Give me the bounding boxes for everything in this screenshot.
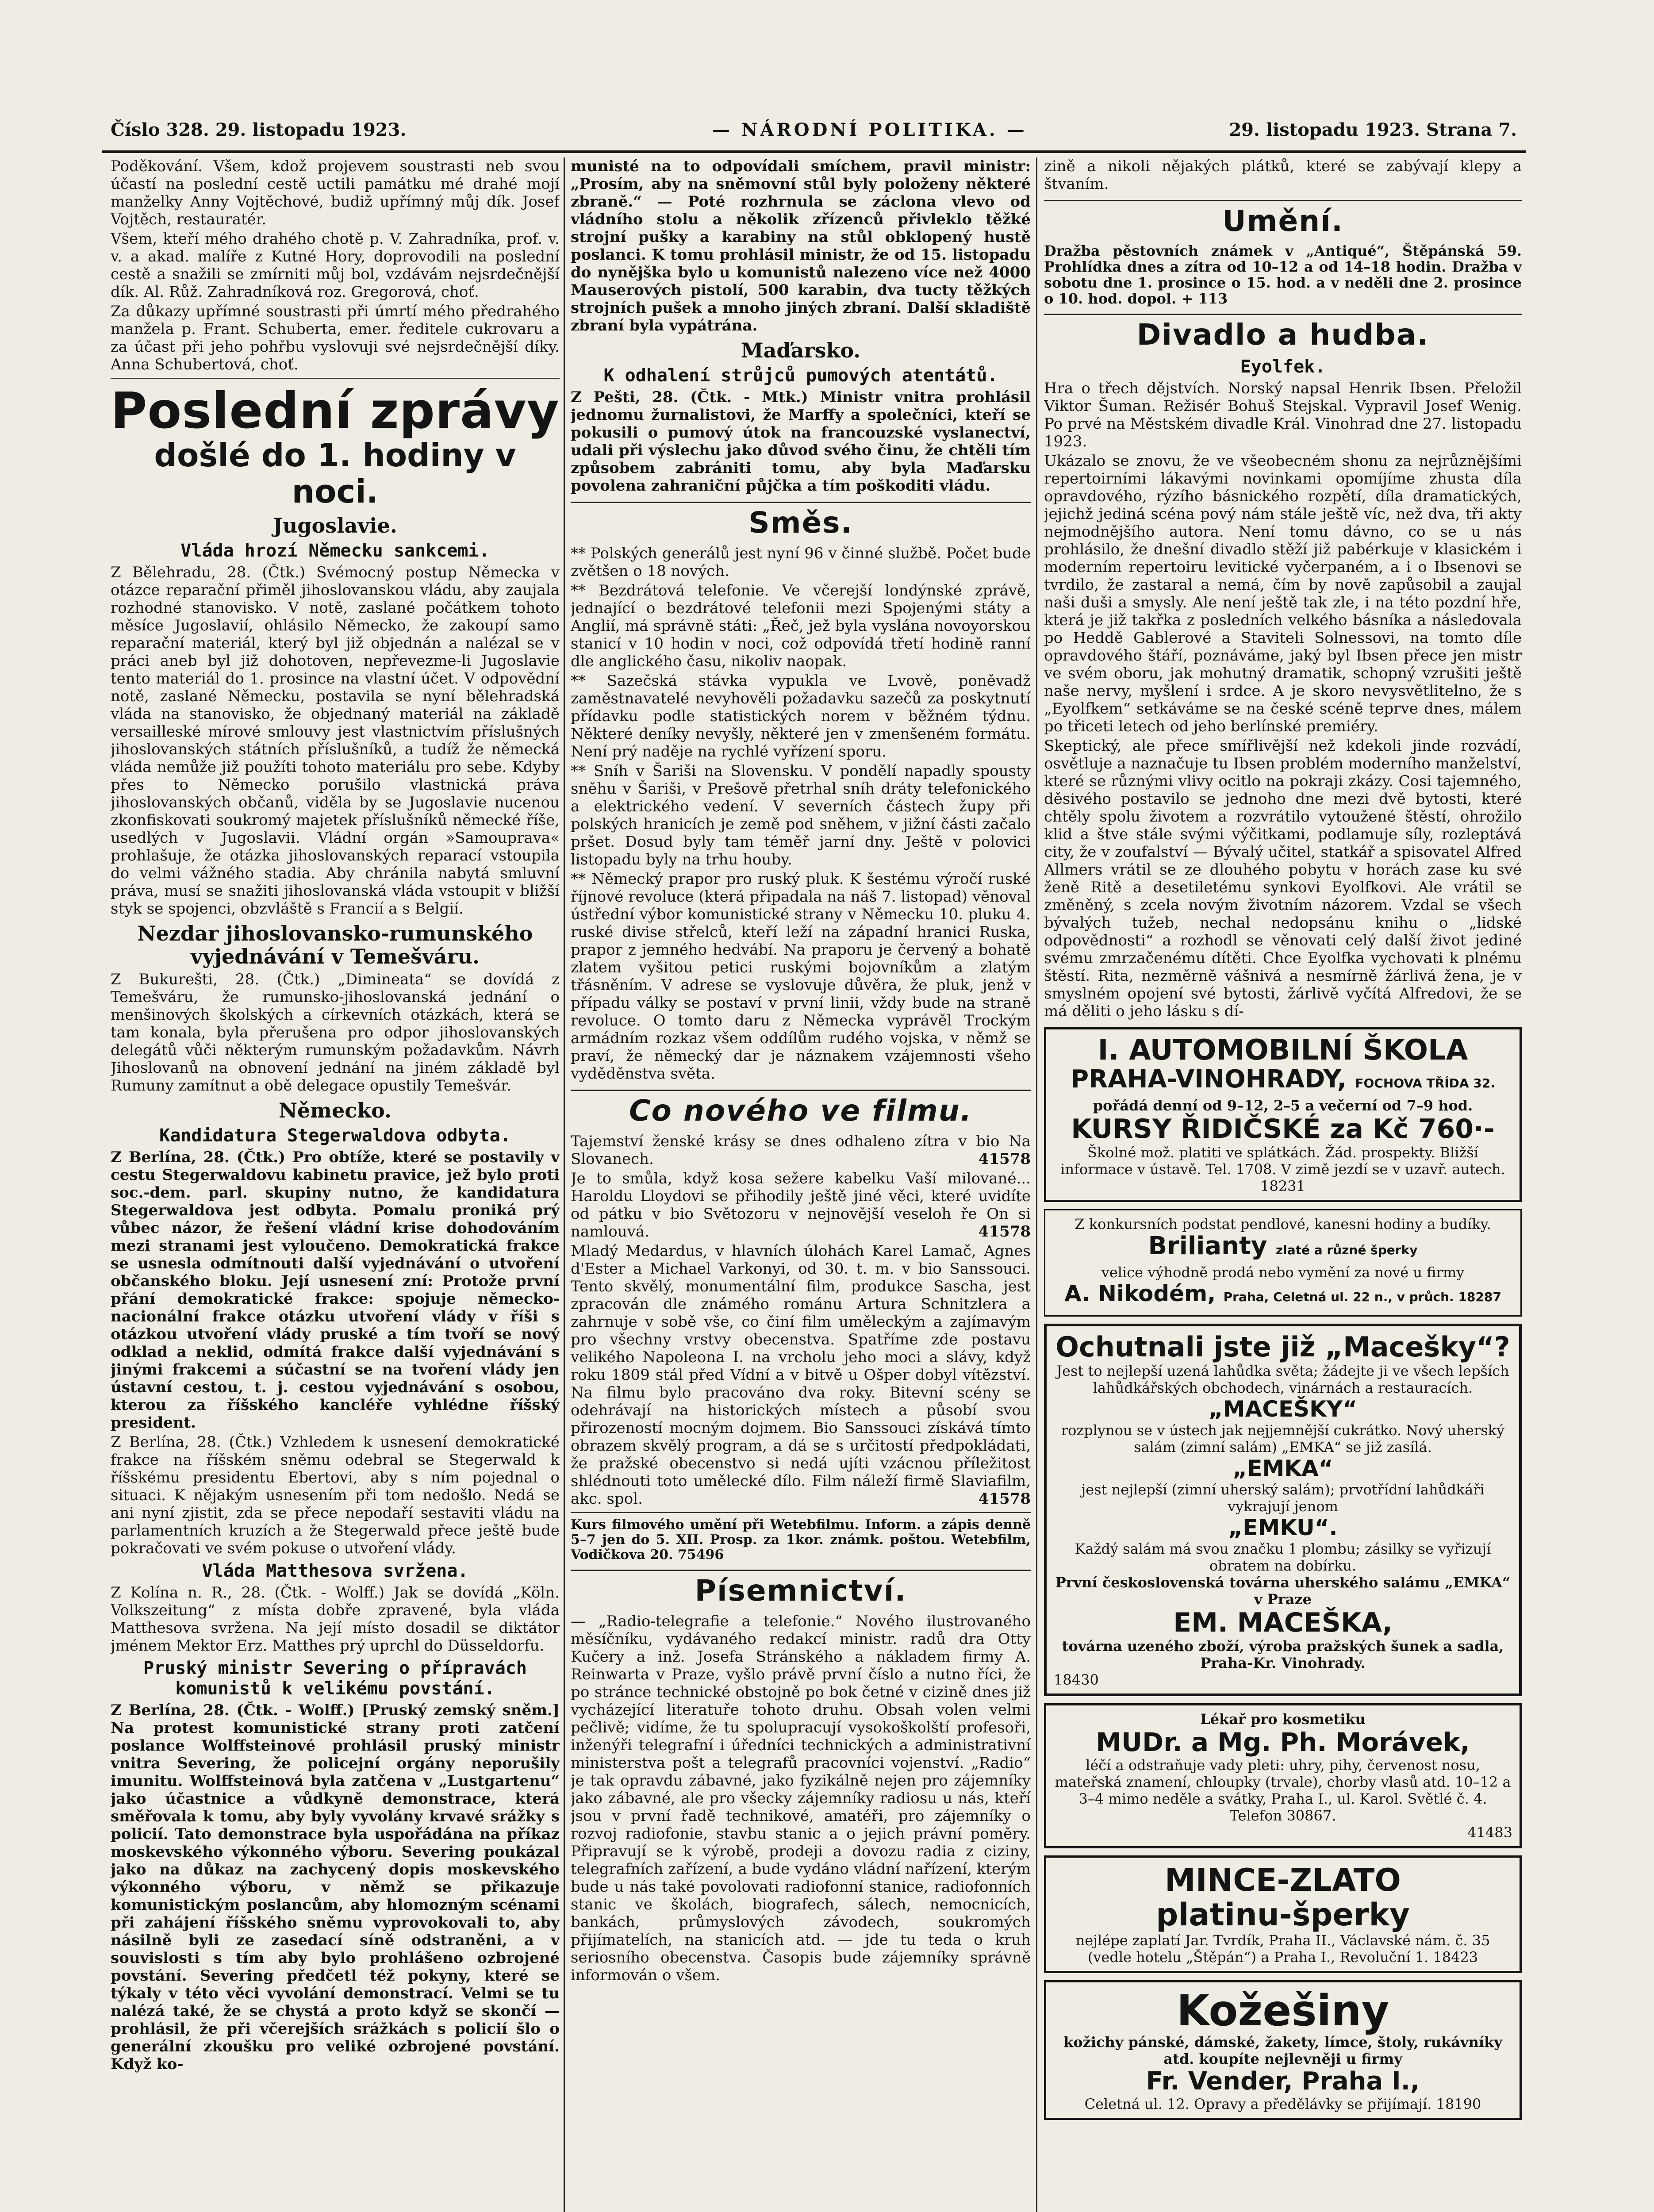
section-subtitle: došlé do 1. hodiny v noci. [154, 437, 516, 510]
article-heading: Jugoslavie. [273, 514, 397, 538]
ad-headline: Kožešiny [1176, 1986, 1389, 2035]
ad-text: Lékař pro kosmetiku [1200, 1711, 1366, 1728]
article-heading: Německo. [278, 1098, 392, 1122]
thanks-notice: Všem, kteří mého drahého chotě p. V. Zahradníka, prof. v. v. a akad. malíře z Kutné Hory, doprovodili na poslední cestě a snažili se zmírniti můj bol, vzdávám nejsrdečnější dík. Al. Růž. Zahradníková roz. Gregorová, choť. [111, 230, 560, 301]
ad-headline: MINCE-ZLATO [1165, 1862, 1401, 1898]
news-item: ** Polských generálů jest nyní 96 v činné službě. Počet bude zvětšen o 18 nových. [571, 545, 1031, 580]
article-text: Hra o třech dějstvích. Norský napsal Henrik Ibsen. Přeložil Viktor Šuman. Režisér Bohuš Stejskal. Vypravil Josef Wenig. Po prvé na Městském divadle Král. Vinohrad dne 27. listopadu 1923. [1044, 380, 1522, 450]
ad-jewelry [1044, 1209, 1522, 1317]
ad-headline [1052, 1281, 1513, 1310]
ad-brand: „EMKU“. [1228, 1515, 1338, 1540]
ad-address: Praha, Celetná ul. 22 n., v průch. 18287 [1223, 1290, 1501, 1304]
divider [111, 378, 560, 379]
news-item: ** Německý prapor pro ruský pluk. K šestému výročí ruské říjnové revoluce (která připadala na náš 7. listopad) věnoval ústřední výbor komunistické strany v Německu 10. pluku 4. ruské divise střelců, kteří leží na západní hranici Ruska, prapor z jemného hedvábí. Na praporu je červený a bohatě zlatem vyšitou petici ruskými bojovníkům a zlatým třásněním. V adrese se vyslovuje důvěra, že pluk, jenž v případu války se postaví v první linii, vždy bude na straně revoluce. O tomto daru z Německa vyprávěl Trockým armádním rozkaz všem oddílům rudého vojska, v němž se praví, že německý dar je náznakem vzájemnosti všeho vyděděnstva světa. [571, 870, 1031, 1083]
ad-brand: „EMKA“ [1232, 1455, 1333, 1481]
ad-text: Jest to nejlepší uzená lahůdka světa; žádejte ji ve všech lepších lahůdkářských obchodech, vinárnách a restauracích. [1056, 1363, 1509, 1396]
ad-text: velice výhodně prodá nebo vymění za nové u firmy [1101, 1264, 1465, 1281]
article-subheading: K odhalení strůjců pumových atentátů. [603, 365, 998, 386]
ad-text: Každý salám má svou značku 1 plombu; zásilky se vyřizují obratem na dobírku. [1075, 1540, 1491, 1574]
ad-headline: MUDr. a Mg. Ph. Morávek, [1096, 1727, 1470, 1757]
article-text: Skeptický, ale přece smířlivější než kdekoli jinde rozvádí, osvětluje a naznačuje tu Ibsen problém moderního manželství, které se různými vlivy ocitlo na pokraji zkázy. Cosi tajemného, děsivého postavilo se jednoho dne mezi dvě bytosti, které chtěly spolu životem a rozvrátilo vytoužené štěstí, ohrožilo klid a štve stále svými výčitkami, podlamuje síly, rozleptává city, že v zoufalství — Bývalý učitel, statkář a spisovatel Alfred Allmers vrátil se ze dlouhého pobytu v horách zase ku své ženě Ritě a desetiletému synkovi Eyolfkovi. Ale vrátil se změněný, s zcela novým životním názorem. Vzdal se všech bývalých tužeb, nechal nedopsánu knihu o „lidské odpovědnosti“ a rozhodl se věnovati celý další život jediné svému zmrzačenému dítěti. Chce Eyolfka vychovati k plnému štěstí. Rita, nezměrně vášnivá a nesmírně žárlivá žena, je v smyslném opojení své bytosti, žárlivě vyčítá Alfredovi, že se má děliti o jeho lásku s dí- [1044, 737, 1522, 1020]
ad-text: nejlépe zaplatí Jar. Tvrdík, Praha II., Václavské nám. č. 35 (vedle hotelu „Štěpán“) a Praha I., Revoluční 1. 18423 [1075, 1932, 1490, 1966]
film-text: Tajemství ženské krásy se dnes odhaleno zítra v bio Na Slovanech. [571, 1133, 1031, 1168]
section-title: Poslední zprávy [111, 382, 560, 440]
ad-text: Celetná ul. 12. Opravy a předělávky se přijímají. 18190 [1084, 2096, 1481, 2112]
article-text: Z Berlína, 28. (Čtk.) Pro obtíže, které se postavily v cestu Stegerwaldovu kabinetu pravice, jež bylo proti soc.-dem. parl. skupiny nutno, že kandidatura Stegerwaldova jest odbyta. Pomalu proniká prý vůbec názor, že řešení vládní krise dohodováním mezi stranami jest vyloučeno. Demokratická frakce se usnesla odmítnouti další vyjednávání o utvoření občanského bloku. Její usnesení zní: Protože první přání demokratické frakce: spojuje německo-nacionální frakce otázku utvoření vlády v říši s otázkou utvoření vlády pruské a tím tvoří se nový odklad a neklid, odmítá frakce další vyjednávání s jinými frakcemi a súčastní se na tvoření vlády jen ústavní cestou, t. j. cestou vyjednávání s osobou, kterou za říšského kancléře vyhlédne říšský president. [111, 1148, 560, 1432]
masthead: — NÁRODNÍ POLITIKA. — [712, 119, 1027, 140]
article-text: Z Kolína n. R., 28. (Čtk. - Wolff.) Jak se dovídá „Köln. Volkszeitung“ z místa dobře zpravené, byla vláda Matthesova svržena. Na její místo dosadil se diktátor jménem Mektor Erz. Matthes prý uprchl do Düsseldorfu. [111, 1584, 560, 1655]
film-item [571, 1133, 1031, 1168]
article-text: — „Radio-telegrafie a telefonie.“ Nového ilustrovaného měsíčníku, vydávaného redakcí ministr. radů dra Otty Kučery a inž. Josefa Stránského a nákladem firmy A. Reinwarta v Praze, vyšlo právě první číslo a nutno říci, že po stránce technické obstojně po bok četné v cizině dnes již vycházející literatuře tohoto druhu. Obsah volen velmi pečlivě; vidíme, že tu spolupracují vysokoškolští profesoři, inženýři telegrafní i úředníci technických a administrativní ministerstva pošt a telegrafů pracovníci vojenství. „Radio“ je tak opravdu zábavné, jako fyzikálně nejen pro zájemníky jako zábavné, ale pro všecky zájemníky radiosu u nás, kteří jsou v první řadě technikové, amatéři, pro zájemníky o rozvoj radiofonie, stavbu stanic a o jejich právní poměry. Připravují se k výrobě, prodeji a dovozu radia z ciziny, telegrafních zařízení, a bude vydáno vládní nařízení, kterým bude u nás také povolovati radiofonní stanice, radiofonních stanic ve školách, biografech, sálech, nemocnicích, bankách, průmyslových závodech, soukromých přijímatelích, na stanicích atd. — jde tu teda o kruh seriosního obecenstva. Časopis bude zájemníky správně informován o všem. [571, 1613, 1031, 1984]
article-text: Z Pešti, 28. (Čtk. - Mtk.) Ministr vnitra prohlásil jednomu žurnalistovi, že Marffy a společníci, kteří se pokusili o pumový útok na francouzské vyslanectví, udali při výslechu jako důvod svého činu, že chtěli tím způsobem zabrániti tomu, aby byla Maďarsku povolena zahraniční půjčka a tím poškoditi vládu. [571, 388, 1031, 495]
article-subheading: Kandidatura Stegerwaldova odbyta. [159, 1125, 511, 1146]
thanks-notice: Za důkazy upřímné soustrasti při úmrtí mého předrahého manžela p. Frant. Schuberta, emer. ředitele cukrovaru a za účast při jeho pohřbu vyslovuji své nejsrdečnější díky. Anna Schubertová, choť. [111, 303, 560, 373]
ad-text: Školné mož. platiti ve splátkách. Žád. prospekty. Bližší informace v ústavě. Tel. 1708. V zimě jezdí se v uzavř. autech. 18231 [1060, 1144, 1505, 1194]
film-item [571, 1242, 1031, 1508]
header-rule [102, 150, 1526, 153]
column-2 [571, 157, 1031, 2212]
ad-headline [1052, 1233, 1513, 1264]
column-divider [1036, 157, 1037, 2212]
ad-text: pořádá denní od 9–12, 2–5 a večerní od 7–9 hod. [1093, 1097, 1473, 1114]
article-heading: Maďarsko. [741, 338, 861, 362]
ad-headline: I. AUTOMOBILNÍ ŠKOLA [1098, 1034, 1468, 1067]
page-number: 29. listopadu 1923. Strana 7. [1229, 119, 1517, 140]
ad-coins [1044, 1855, 1522, 1973]
ad-automobile-school [1044, 1027, 1522, 1202]
film-text: Mladý Medardus, v hlavních úlohách Karel Lamač, Agnes d'Ester a Michael Varkonyi, od 30. t. m. v bio Sanssouci. Tento skvělý, monumentální film, produkce Sascha, jest zpracován dle známého románu Artura Schnitzlera a zahrnuje v sobě vše, co činí film uměleckým a zajímavým pro všechny vrstvy obecenstva. Spatříme zde postavu velikého Napoleona I. na vrcholu jeho moci a slávy, když roku 1809 stál před Vídní a v bitvě u Ošper dobyl vítězství. Na filmu bylo pracováno dva roky. Bitevní scény se odehrávají na historických místech a působí svou přirozeností mocným dojmem. Bio Sanssouci získává tímto obrazem skvělý program, a dá se s určitostí předpokládati, že pražské obecenstvo si nedá ujíti vzácnou příležitost shlédnouti toto umělecké dílo. Film náleží firmě Slaviafilm, akc. spol. [571, 1242, 1031, 1508]
section-heading: Umění. [1044, 200, 1522, 238]
film-item [571, 1170, 1031, 1240]
ad-cosmetics [1044, 1703, 1522, 1848]
ad-text: kožichy pánské, dámské, žakety, límce, štoly, rukávníky atd. koupíte nejlevněji u firmy [1063, 2034, 1502, 2067]
ad-number: 41578 [978, 1150, 1031, 1168]
article-heading: Nezdar jihoslovansko-rumunského vyjednávání v Temešváru. [137, 922, 533, 968]
news-item: ** Sazečská stávka vypukla ve Lvově, poněvadž zaměstnavatelé nevyhověli požadavku sazečů za poskytnutí přídavku podle statistických norem v běžném týdnu. Některé deníky nevyšly, některé jen v zmenšeném formátu. Není prý naděje na rychlé vyřízení sporu. [571, 672, 1031, 760]
ad-number: 18430 [1054, 1671, 1099, 1688]
ad-headline: platinu-šperky [1156, 1897, 1410, 1933]
ad-text: léčí a odstraňuje vady pleti: uhry, pihy, červenost nosu, mateřská znamení, chloupky (trvale), chorby vlasů atd. 10–12 a 3–4 mimo neděle a svátky, Praha I., ul. Karol. Světlé č. 4. Telefon 30867. [1055, 1757, 1511, 1824]
article-text: Z Bělehradu, 28. (Čtk.) Svémocný postup Německa v otázce reparační přiměl jihoslovanskou vládu, aby zaujala rozhodné stanovisko. V notě, zaslané počátkem tohoto měsíce Jugoslavií, ohlásilo Německo, že zakoupí samo reparační materiál, který byl již objednán a nalézal se v práci aneb byl již dohotoven, nepřevezme-li Jugoslavie tento materiál do 1. prosince na vlastní účet. V odpovědní notě, zaslané Německu, postavila se nyní bělehradská vláda na stanovisko, že objednaný materiál na základě versailleské mírové smlouvy jest vlastnictvím příslušných jihoslovanských státních příslušníků, a tudíž že německá vláda nemůže již použíti tohoto materiálu pro sebe. Kdyby přes to Německo porušilo vlastnická práva jihoslovanských občanů, viděla by se Jugoslavie nucenou zkonfiskovati soukromý majetek příslušníků německé říše, usedlých v Jugoslavii. Vládní orgán »Samouprava« prohlašuje, že otázka jihoslovanských reparací vstoupila do velmi vážného stadia. Aby chránila nabytá smluvní práva, musí se snažiti jihoslovanská vláda vstoupit v bližší styk se spojenci, obzvláště s Francií a s Belgií. [111, 564, 560, 918]
ad-text: zlaté a různé šperky [1275, 1243, 1418, 1257]
ad-address: FOCHOVA TŘÍDA 32. [1355, 1076, 1495, 1091]
news-item: ** Sníh v Šariši na Slovensku. V pondělí napadly spousty sněhu v Šariši, v Prešově přetrhal sníh dráty telefonického a elektrického vedení. V severních částech župy při polských hranicích je země pod sněhem, v jižní části začalo pršet. Dosud byly tam téměř jarní dny. Ještě v polovici listopadu byly na trhu houby. [571, 762, 1031, 868]
ad-brand: „MACEŠKY“ [1209, 1396, 1357, 1422]
column-1 [111, 157, 560, 2212]
page-header [102, 114, 1526, 150]
article-subheading: Vláda Matthesova svržena. [202, 1561, 468, 1581]
section-heading: Co nového ve filmu. [571, 1090, 1031, 1127]
section-heading: Písemnictví. [571, 1570, 1031, 1607]
ad-headline [1053, 1066, 1512, 1097]
ad-macesky [1044, 1324, 1522, 1696]
ad-furs [1044, 1980, 1522, 2120]
column-3 [1044, 157, 1522, 2212]
section-heading: Směs. [571, 502, 1031, 539]
article-subheading: Pruský ministr Severing o přípravách komunistů k velikému povstání. [143, 1658, 527, 1699]
ad-number: 41578 [978, 1490, 1031, 1508]
column-divider [564, 157, 565, 2212]
ad-brand: EM. MACEŠKA, [1173, 1607, 1393, 1638]
ad-number: 41578 [978, 1223, 1031, 1240]
article-text: Dražba pěstovních známek v „Antiqué“, Štěpánská 59. Prohlídka dnes a zítra od 10–12 a od 14–18 hodin. Dražba v sobotu dne 1. prosince o 15. hod. a v neděli dne 2. prosince o 10. hod. dopol. + 113 [1044, 242, 1522, 307]
ad-text: továrna uzeného zboží, výroba pražských šunek a sadla, Praha-Kr. Vinohrady. [1062, 1638, 1504, 1671]
issue-number: Číslo 328. 29. listopadu 1923. [111, 119, 407, 140]
article-text: Z Berlína, 28. (Čtk. - Wolff.) [Pruský zemský sněm.] Na protest komunistické strany proti zatčení poslance Wolffsteinové prohlásil pruský ministr vnitra Severing, že policejní orgány neporušily imunitu. Wolffsteinová byla zatčena v „Lustgartenu“ jako účastnice a vůdkyně demonstrace, která směřovala k tomu, aby byly vyvolány krvavé srážky s policií. Tato demonstrace byla uspořádána na příkaz moskevského výkonného výboru. Severing poukázal jako na důkaz na zachycený dopis moskevského výkonného výboru, v němž se přikazuje komunistickým poslancům, aby hlomozným scénami při zahájení říšského sněmu vyprovokovali to, aby násilně byli ze zasedací síně odstraněni, a v souvislosti s tím aby bylo prohlášeno ozbrojené povstání. Severing předčetl též pokyny, které se týkaly v této věci vyvolání demonstrací. Velmi se tu nalézá také, že se chystá a proto když se skončí — prohlásil, že při včerejších srážkách s policií šlo o generální zkoušku pro veliké ozbrojené povstání. Když ko- [111, 1701, 560, 2073]
ad-headline: Ochutnali jste již „Macešky“? [1055, 1331, 1510, 1363]
divider [571, 1512, 1031, 1513]
news-item: ** Bezdrátová telefonie. Ve včerejší londýnské zprávě, jednající o bezdrátové telefonii mezi Spojenými státy a Anglií, má správně státi: „Řeč, jež byla vyslána novoyorskou stanicí v 10 hodin v noci, což odpovídá třetí hodině ranní dle anglického času, nikoliv naopak. [571, 582, 1031, 670]
article-text: munisté na to odpovídali smíchem, pravil ministr: „Prosím, aby na sněmovní stůl byly položeny některé zbraně.“ — Poté rozhrnula se záclona vlevo od vládního stolu a několik zřízenců přivleklo těžké strojní pušky a karabiny na stůl obklopený hustě poslanci. K tomu prohlásil ministr, že od 15. listopadu do nynějška bylo u komunistů nalezeno více než 4000 Mauserových pistolí, 500 karabin, dva tucty těžkých strojních pušek a mnoho jiných zbraní. Další skladiště zbraní byla vypátrána. [571, 157, 1031, 334]
ad-text: První československá továrna uherského salámu „EMKA“ v Praze [1055, 1574, 1511, 1608]
article-text: zině a nikoli nějakých plátků, které se zabývají klepy a štvaním. [1044, 157, 1522, 193]
article-subheading: Eyolfek. [1240, 357, 1326, 377]
film-text: Je to smůla, když kosa sežere kabelku Vaší milované... Haroldu Lloydovi se přihodily ještě jiné věci, které uvidíte od pátku v bio Světozoru v nejnovější veseloh ře On si namlouvá. [571, 1170, 1031, 1240]
article-text: Z Bukurešti, 28. (Čtk.) „Dimineata“ se dovídá z Temešváru, že rumunsko-jihoslovanská jednání o menšinových školských a církevních otázkách, která se tam konala, byla přerušena pro odpor jihoslovanských delegátů vůči některým rumunským požadavkům. Návrh Jihoslovanů na obnovení jednání na jiném základě byl Rumuny zamítnut a obě delegace opustily Temešvár. [111, 971, 560, 1094]
section-heading: Divadlo a hudba. [1044, 314, 1522, 351]
thanks-notice: Poděkování. Všem, kdož projevem soustrasti neb svou účastí na poslední cestě uctili památku mé drahé mojí manželky Anny Vojtěchové, budiž upřímný můj dík. Josef Vojtěch, restauratér. [111, 157, 560, 228]
ad-city: PRAHA-VINOHRADY, [1071, 1065, 1347, 1094]
ad-brand: Fr. Vender, Praha I., [1146, 2067, 1420, 2096]
ad-headline: KURSY ŘIDIČSKÉ za Kč 760·- [1071, 1114, 1495, 1144]
article-text: Ukázalo se znovu, že ve všeobecném shonu za nejrůznějšími repertoirními lákavými novinkami opomíjíme zhusta díla opravdového, rýzího básnického rozpětí, díla dramatických, jejichž jediná scéna pový nám stále ještě víc, než dva, tři akty nejmodnějšího autora. Není tomu dávno, co se u nás prohlásilo, že dnešní divadlo stěží již pabérkuje v klasickém i moderním repertoiru levitické vyčerpaném, a i o Ibsenovi se tvrdilo, že zastaral a nemá, čím by nově zapůsobil a zaujal naši duši a smysly. Ale není ještě tak zle, i na této pozdní hře, která je již takřka z posledních velkého básníka a následovala po Heddě Gablerové a Staviteli Solnessovi, na tomto díle opravdového štáří, poznáváme, jaký byl Ibsen přece jen mistr ve svém oboru, jak mohutný dramatik, schopný vzrušiti ještě naše nervy, myšlení i srdce. A je skoro nevysvětlitelno, že s „Eyolfkem“ setkáváme se na české scéně teprve dnes, málem po třiceti letech od jeho berlínské premiéry. [1044, 452, 1522, 735]
ad-text: rozplynou se v ústech jak nejjemnější cukrátko. Nový uherský salám (zimní salám) „EMKA“ se již zasílá. [1061, 1422, 1505, 1455]
article-text: Z Berlína, 28. (Čtk.) Vzhledem k usnesení demokratické frakce na říšském sněmu odebral se Stegerwald k říšskému presidentu Ebertovi, aby s ním pojednal o situaci. K nějakým usnesením při tom nedošlo. Nedá se ani nyní zjistit, zda se přece nepodaří sestaviti vládu na parlamentních kruzích a že Stegerwald přece ještě bude pokračovati ve svém pokuse o utvoření vlády. [111, 1433, 560, 1557]
film-notice: Kurs filmového umění při Wetebfilmu. Inform. a zápis denně 5–7 jen do 5. XII. Prosp. za 1kor. známk. poštou. Wetebfilm, Vodičkova 20. 75496 [571, 1517, 1031, 1563]
ad-number: 41483 [1467, 1824, 1512, 1841]
ad-text: jest nejlepší (zimní uherský salám); prvotřídní lahůdkáři vykrajují jenom [1081, 1481, 1485, 1515]
ad-brand: A. Nikodém, [1064, 1281, 1216, 1306]
ad-text: Z konkursních podstat pendlové, kanesni hodiny a budíky. [1075, 1216, 1491, 1233]
article-subheading: Vláda hrozí Německu sankcemi. [180, 541, 490, 561]
ad-brand: Brilianty [1148, 1232, 1267, 1260]
